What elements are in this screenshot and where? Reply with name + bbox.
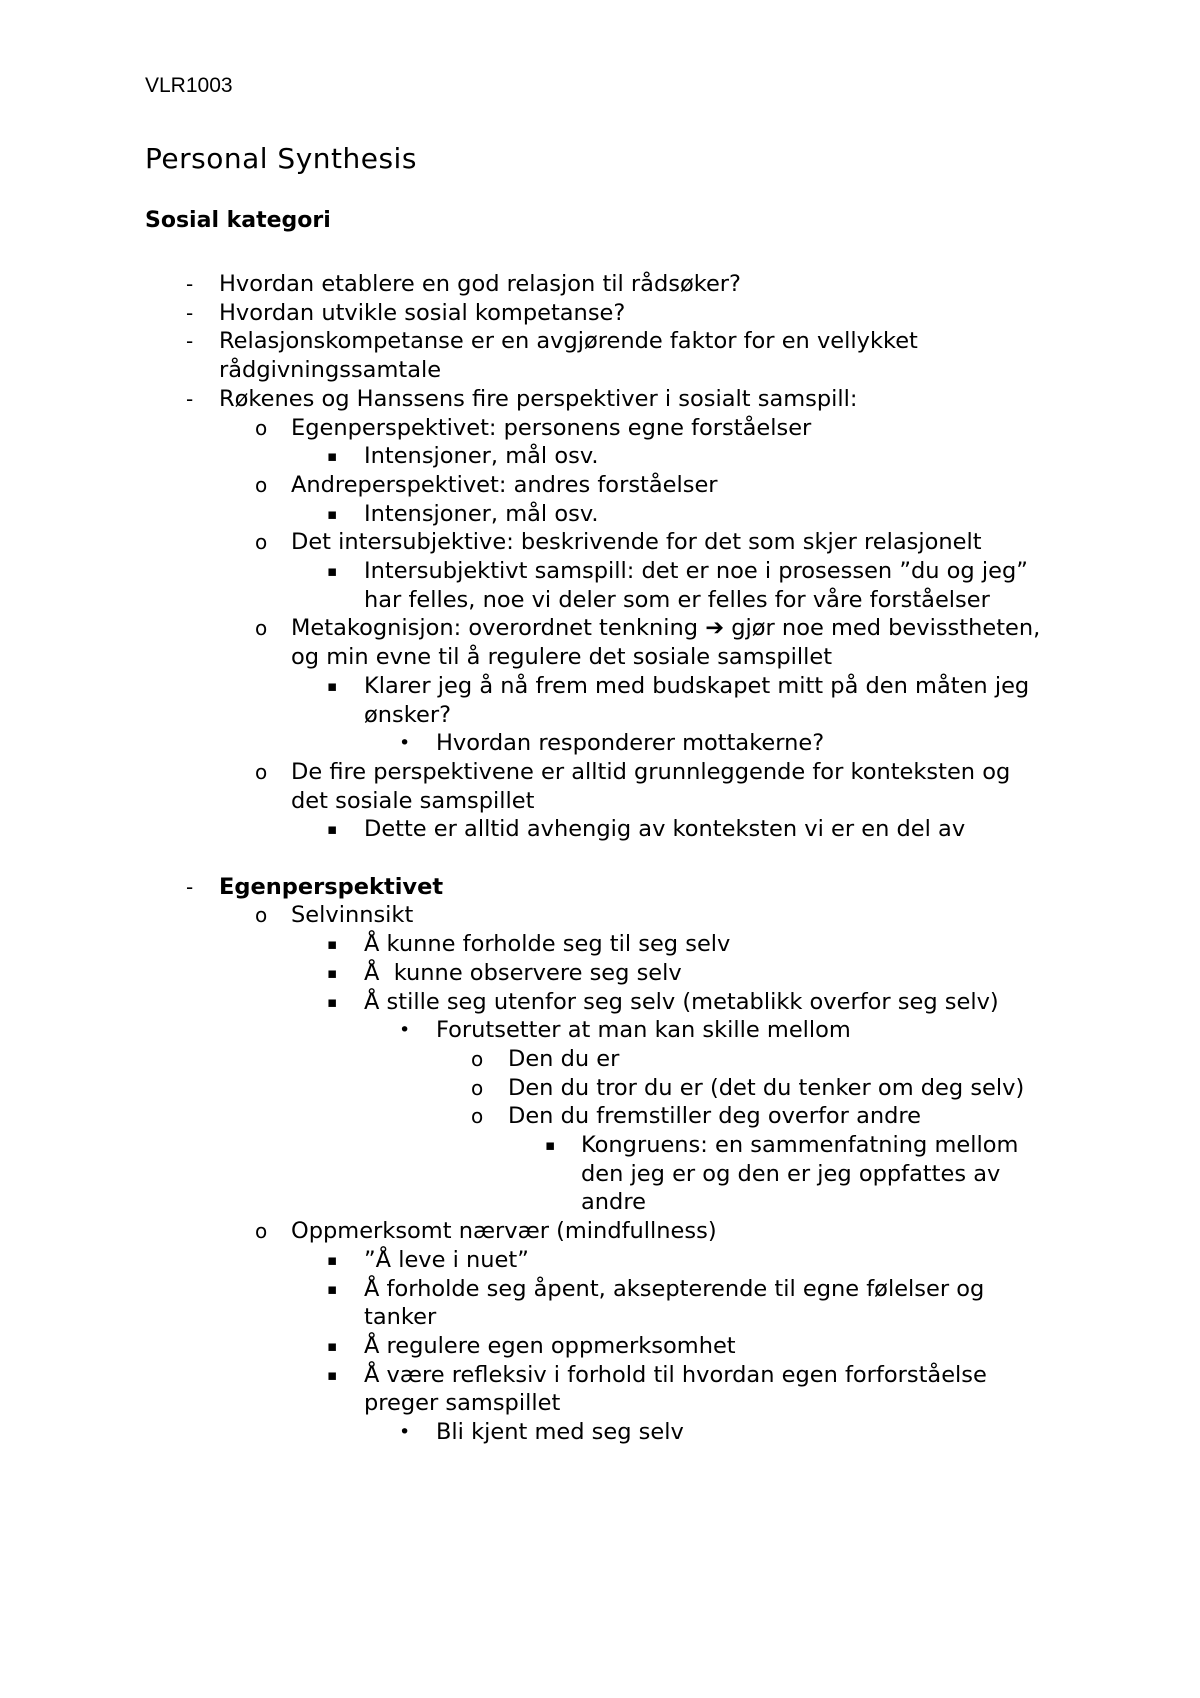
list-item-text: Å regulere egen oppmerksomhet	[364, 1333, 736, 1359]
list-item-text	[291, 614, 1071, 671]
list-item-text: Forutsetter at man kan skille mellom	[436, 1017, 851, 1044]
list-item	[0, 414, 1200, 443]
list-item-text: ”Å leve i nuet”	[364, 1246, 529, 1273]
square-bullet-icon: ▪	[327, 935, 338, 954]
list-item-text: Kongruens: en sammenfatning mellom den jeg er og den er jeg oppfattes av andre	[581, 1132, 1019, 1216]
square-bullet-icon: ▪	[327, 447, 338, 466]
list-item	[0, 1275, 1200, 1332]
circle-marker: o	[255, 530, 268, 555]
list-item-text: Å være refleksiv i forhold til hvordan egen forforståelse preger samspillet	[364, 1361, 987, 1417]
circle-marker: o	[471, 1075, 484, 1100]
list-item	[0, 758, 1200, 815]
dash-marker: -	[186, 386, 194, 411]
list-item	[0, 1102, 1200, 1131]
circle-marker: o	[255, 1219, 268, 1244]
square-bullet-icon: ▪	[327, 1337, 338, 1355]
dash-marker: -	[186, 272, 194, 296]
list-item-text: Å forholde seg åpent, aksepterende til egne følelser og tanker	[364, 1275, 985, 1331]
dash-marker: -	[186, 329, 194, 354]
list-item-text: Hvordan utvikle sosial kompetanse?	[219, 299, 626, 326]
square-bullet-icon: ▪	[327, 1279, 338, 1298]
square-bullet-icon: ▪	[327, 676, 338, 695]
list-item	[0, 442, 1200, 471]
list-item	[0, 1418, 1200, 1447]
dash-marker: -	[186, 874, 194, 899]
list-item-text: Egenperspektivet: personens egne forståelser	[291, 414, 812, 441]
list-item	[0, 988, 1200, 1017]
square-bullet-icon: ▪	[327, 963, 338, 982]
list-item-text: Den du tror du er (det du tenker om deg selv)	[508, 1074, 1025, 1101]
list-item-text: Den du er	[508, 1045, 620, 1072]
circle-marker: o	[255, 616, 268, 641]
metakognisjon-text: Metakognisjon: overordnet tenkning	[291, 615, 699, 642]
list-item	[0, 385, 1200, 414]
list-item	[0, 270, 1200, 299]
list-item	[0, 873, 1200, 902]
list-item-text: Hvordan etablere en god relasjon til rådsøker?	[219, 271, 741, 297]
circle-marker: o	[255, 759, 268, 784]
list-item	[0, 500, 1200, 529]
list-item-text: Å kunne forholde seg til seg selv	[364, 931, 731, 958]
dash-marker: -	[186, 300, 194, 325]
arrow-right-icon: ➔	[705, 615, 725, 642]
list-item-text: Selvinnsikt	[291, 902, 414, 929]
section-title: Sosial kategori	[145, 208, 331, 233]
list-item-text: Hvordan responderer mottakerne?	[436, 730, 825, 757]
list-item	[0, 1074, 1200, 1103]
list-item	[0, 557, 1200, 614]
list-item	[0, 1131, 1200, 1217]
list-item-text: Relasjonskompetanse er en avgjørende faktor for en vellykket rådgivningssamtale	[219, 328, 918, 384]
course-code: VLR1003	[145, 74, 233, 97]
list-item-text: Den du fremstiller deg overfor andre	[508, 1103, 922, 1130]
list-item	[0, 1332, 1200, 1361]
list-item	[0, 471, 1200, 500]
square-bullet-icon: ▪	[545, 1136, 556, 1155]
page-title: Personal Synthesis	[145, 142, 417, 175]
list-item	[0, 614, 1200, 671]
square-bullet-icon: ▪	[327, 562, 338, 581]
list-item	[0, 959, 1200, 988]
list-item	[0, 528, 1200, 557]
list-item-heading: Egenperspektivet	[219, 873, 444, 900]
list-item	[0, 1016, 1200, 1045]
list-item	[0, 1217, 1200, 1246]
list-item	[0, 729, 1200, 758]
square-bullet-icon: ▪	[327, 992, 338, 1011]
list-item	[0, 299, 1200, 328]
list-item-text: Å stille seg utenfor seg selv (metablikk overfor seg selv)	[364, 988, 999, 1015]
list-item-text: Intersubjektivt samspill: det er noe i prosessen ”du og jeg” har felles, noe vi deler som er felles for våre forståelser	[364, 558, 1028, 613]
list-item-text: Oppmerksomt nærvær (mindfullness)	[291, 1218, 717, 1245]
square-bullet-icon: ▪	[327, 504, 338, 523]
circle-marker: o	[255, 903, 268, 928]
circle-marker: o	[255, 415, 268, 440]
list-item-text: De fire perspektivene er alltid grunnleggende for konteksten og det sosiale samspillet	[291, 758, 1011, 814]
circle-marker: o	[471, 1046, 484, 1071]
list-item	[0, 930, 1200, 959]
bullet-icon: •	[399, 1421, 411, 1444]
list-item	[0, 1246, 1200, 1275]
list-item-text: Intensjoner, mål osv.	[364, 500, 599, 527]
list-item-text: Røkenes og Hanssens fire perspektiver i sosialt samspill:	[219, 385, 858, 412]
list-item	[0, 1045, 1200, 1074]
blank-line	[0, 844, 1200, 873]
list-item	[0, 815, 1200, 844]
square-bullet-icon: ▪	[327, 1365, 338, 1384]
bullet-icon: •	[399, 1019, 411, 1042]
list-item	[0, 1361, 1200, 1418]
list-item-text: Å kunne observere seg selv	[364, 959, 682, 986]
document-body	[0, 270, 1200, 1447]
list-item	[0, 901, 1200, 930]
bullet-icon: •	[399, 732, 411, 755]
list-item-text: Klarer jeg å nå frem med budskapet mitt på den måten jeg ønsker?	[364, 672, 1030, 728]
list-item-text: Andreperspektivet: andres forståelser	[291, 471, 718, 498]
list-item-text: Intensjoner, mål osv.	[364, 443, 599, 470]
square-bullet-icon: ▪	[327, 820, 338, 839]
list-item	[0, 327, 1200, 384]
metakognisjon-text-cont: gjør noe med bevisstheten, og min evne til å regulere det sosiale samspillet	[291, 615, 1041, 671]
list-item	[0, 672, 1200, 729]
list-item-text: Dette er alltid avhengig av konteksten vi er en del av	[364, 816, 966, 843]
list-item-text: Bli kjent med seg selv	[436, 1419, 684, 1446]
square-bullet-icon: ▪	[327, 1250, 338, 1269]
list-item-text: Det intersubjektive: beskrivende for det som skjer relasjonelt	[291, 529, 982, 556]
circle-marker: o	[471, 1104, 484, 1129]
circle-marker: o	[255, 472, 268, 497]
